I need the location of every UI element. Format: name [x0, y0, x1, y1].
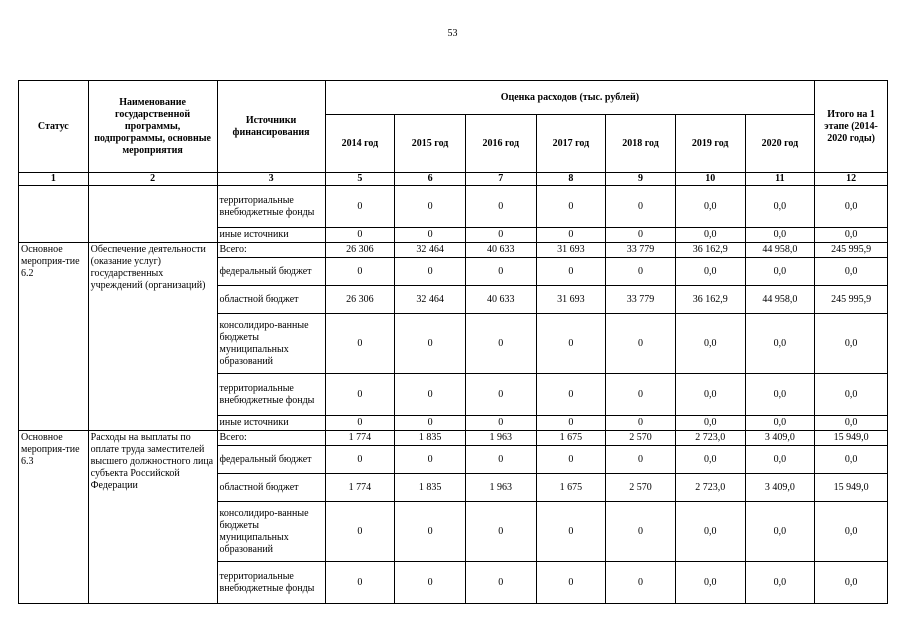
value-cell: 31 693	[536, 286, 606, 314]
value-cell: 1 963	[465, 474, 536, 502]
source-cell: Всего:	[217, 243, 325, 258]
value-cell: 0	[395, 562, 466, 604]
value-cell: 0,0	[675, 446, 745, 474]
source-cell: иные источники	[217, 228, 325, 243]
column-number: 1	[19, 173, 89, 186]
source-cell: территориальные внебюджетные фонды	[217, 562, 325, 604]
value-cell: 40 633	[465, 243, 536, 258]
value-cell: 2 570	[606, 431, 676, 446]
column-number: 8	[536, 173, 606, 186]
value-cell: 0	[395, 228, 466, 243]
column-number: 11	[745, 173, 815, 186]
total-cell: 245 995,9	[815, 243, 888, 258]
value-cell: 0	[536, 374, 606, 416]
value-cell: 0	[325, 562, 395, 604]
total-cell: 245 995,9	[815, 286, 888, 314]
value-cell: 3 409,0	[745, 431, 815, 446]
source-cell: консолидиро-ванные бюджеты муниципальных образований	[217, 502, 325, 562]
value-cell: 0	[325, 416, 395, 431]
value-cell: 0	[606, 416, 676, 431]
value-cell: 1 835	[395, 431, 466, 446]
value-cell: 0	[465, 314, 536, 374]
value-cell: 0	[606, 502, 676, 562]
value-cell: 2 723,0	[675, 474, 745, 502]
name-cell-continued	[88, 186, 217, 243]
value-cell: 0,0	[675, 374, 745, 416]
value-cell: 0	[536, 314, 606, 374]
value-cell: 0	[536, 228, 606, 243]
value-cell: 26 306	[325, 286, 395, 314]
header-status: Статус	[19, 81, 89, 173]
column-number: 6	[395, 173, 466, 186]
value-cell: 0	[536, 186, 606, 228]
header-year-2018: 2018 год	[606, 115, 676, 173]
value-cell: 0,0	[675, 562, 745, 604]
value-cell: 0,0	[675, 186, 745, 228]
value-cell: 0,0	[675, 502, 745, 562]
column-number: 9	[606, 173, 676, 186]
value-cell: 0	[606, 562, 676, 604]
value-cell: 0,0	[745, 258, 815, 286]
value-cell: 32 464	[395, 243, 466, 258]
status-cell-continued	[19, 186, 89, 243]
value-cell: 0	[325, 186, 395, 228]
value-cell: 0	[465, 446, 536, 474]
value-cell: 1 835	[395, 474, 466, 502]
value-cell: 31 693	[536, 243, 606, 258]
source-cell: федеральный бюджет	[217, 258, 325, 286]
value-cell: 0	[395, 446, 466, 474]
value-cell: 0	[606, 374, 676, 416]
value-cell: 0	[325, 446, 395, 474]
value-cell: 2 570	[606, 474, 676, 502]
total-cell: 15 949,0	[815, 474, 888, 502]
value-cell: 0	[536, 416, 606, 431]
total-cell: 0,0	[815, 258, 888, 286]
table-body	[19, 186, 888, 604]
source-cell: Всего:	[217, 431, 325, 446]
status-cell: Основное мероприя-тие 6.2	[19, 243, 89, 431]
value-cell: 36 162,9	[675, 286, 745, 314]
source-cell: федеральный бюджет	[217, 446, 325, 474]
value-cell: 0,0	[675, 314, 745, 374]
value-cell: 0,0	[675, 416, 745, 431]
program-name-cell: Обеспечение деятельности (оказание услуг) государственных учреждений (организаций)	[88, 243, 217, 431]
header-year-2020: 2020 год	[745, 115, 815, 173]
value-cell: 0	[536, 562, 606, 604]
column-number: 3	[217, 173, 325, 186]
value-cell: 0	[606, 446, 676, 474]
value-cell: 33 779	[606, 286, 676, 314]
value-cell: 3 409,0	[745, 474, 815, 502]
value-cell: 1 963	[465, 431, 536, 446]
total-cell: 0,0	[815, 186, 888, 228]
value-cell: 0,0	[745, 186, 815, 228]
value-cell: 0	[325, 374, 395, 416]
header-total: Итого на 1 этапе (2014-2020 годы)	[815, 81, 888, 173]
header-year-2016: 2016 год	[465, 115, 536, 173]
value-cell: 0	[395, 374, 466, 416]
value-cell: 44 958,0	[745, 243, 815, 258]
source-cell: консолидиро-ванные бюджеты муниципальных образований	[217, 314, 325, 374]
value-cell: 32 464	[395, 286, 466, 314]
header-year-2019: 2019 год	[675, 115, 745, 173]
value-cell: 0	[465, 186, 536, 228]
value-cell: 0	[536, 502, 606, 562]
header-sources: Источники финансирования	[217, 81, 325, 173]
total-cell: 0,0	[815, 446, 888, 474]
total-cell: 0,0	[815, 314, 888, 374]
value-cell: 0,0	[745, 562, 815, 604]
column-number: 7	[465, 173, 536, 186]
value-cell: 0	[536, 258, 606, 286]
value-cell: 0	[606, 228, 676, 243]
value-cell: 0	[395, 416, 466, 431]
column-number: 2	[88, 173, 217, 186]
value-cell: 0	[325, 258, 395, 286]
value-cell: 0,0	[745, 502, 815, 562]
header-program-name: Наименование государственной программы, подпрограммы, основные мероприятия	[88, 81, 217, 173]
table-row	[19, 243, 888, 258]
value-cell: 0	[606, 186, 676, 228]
value-cell: 1 774	[325, 474, 395, 502]
total-cell: 0,0	[815, 562, 888, 604]
value-cell: 33 779	[606, 243, 676, 258]
header-year-2017: 2017 год	[536, 115, 606, 173]
value-cell: 1 675	[536, 431, 606, 446]
source-cell: иные источники	[217, 416, 325, 431]
value-cell: 0,0	[675, 258, 745, 286]
total-cell: 0,0	[815, 228, 888, 243]
value-cell: 0	[465, 502, 536, 562]
header-year-2014: 2014 год	[325, 115, 395, 173]
status-cell: Основное мероприя-тие 6.3	[19, 431, 89, 604]
value-cell: 0,0	[745, 416, 815, 431]
table-header	[19, 81, 888, 186]
source-cell: территориальные внебюджетные фонды	[217, 186, 325, 228]
value-cell: 44 958,0	[745, 286, 815, 314]
source-cell: территориальные внебюджетные фонды	[217, 374, 325, 416]
program-name-cell: Расходы на выплаты по оплате труда заместителей высшего должностного лица субъекта Российской Федерации	[88, 431, 217, 604]
page-number: 53	[447, 28, 458, 39]
header-year-2015: 2015 год	[395, 115, 466, 173]
value-cell: 1 774	[325, 431, 395, 446]
budget-table	[18, 80, 888, 604]
value-cell: 0	[395, 186, 466, 228]
value-cell: 0	[325, 228, 395, 243]
value-cell: 0	[536, 446, 606, 474]
value-cell: 0	[325, 502, 395, 562]
value-cell: 0	[465, 374, 536, 416]
table-row	[19, 431, 888, 446]
value-cell: 0	[465, 416, 536, 431]
total-cell: 0,0	[815, 374, 888, 416]
value-cell: 0,0	[745, 314, 815, 374]
source-cell: областной бюджет	[217, 474, 325, 502]
value-cell: 0	[395, 258, 466, 286]
total-cell: 15 949,0	[815, 431, 888, 446]
table-row	[19, 186, 888, 228]
value-cell: 0	[465, 562, 536, 604]
column-number: 12	[815, 173, 888, 186]
header-expense-estimate: Оценка расходов (тыс. рублей)	[325, 81, 815, 115]
value-cell: 0	[325, 314, 395, 374]
total-cell: 0,0	[815, 502, 888, 562]
value-cell: 0	[395, 502, 466, 562]
value-cell: 0,0	[745, 228, 815, 243]
value-cell: 0,0	[745, 374, 815, 416]
value-cell: 0,0	[675, 228, 745, 243]
value-cell: 1 675	[536, 474, 606, 502]
value-cell: 0	[465, 258, 536, 286]
source-cell: областной бюджет	[217, 286, 325, 314]
value-cell: 2 723,0	[675, 431, 745, 446]
column-number: 5	[325, 173, 395, 186]
value-cell: 0	[395, 314, 466, 374]
value-cell: 26 306	[325, 243, 395, 258]
value-cell: 0	[606, 314, 676, 374]
total-cell: 0,0	[815, 416, 888, 431]
value-cell: 0	[465, 228, 536, 243]
value-cell: 36 162,9	[675, 243, 745, 258]
column-number: 10	[675, 173, 745, 186]
value-cell: 40 633	[465, 286, 536, 314]
value-cell: 0,0	[745, 446, 815, 474]
column-number-row	[19, 173, 888, 186]
value-cell: 0	[606, 258, 676, 286]
